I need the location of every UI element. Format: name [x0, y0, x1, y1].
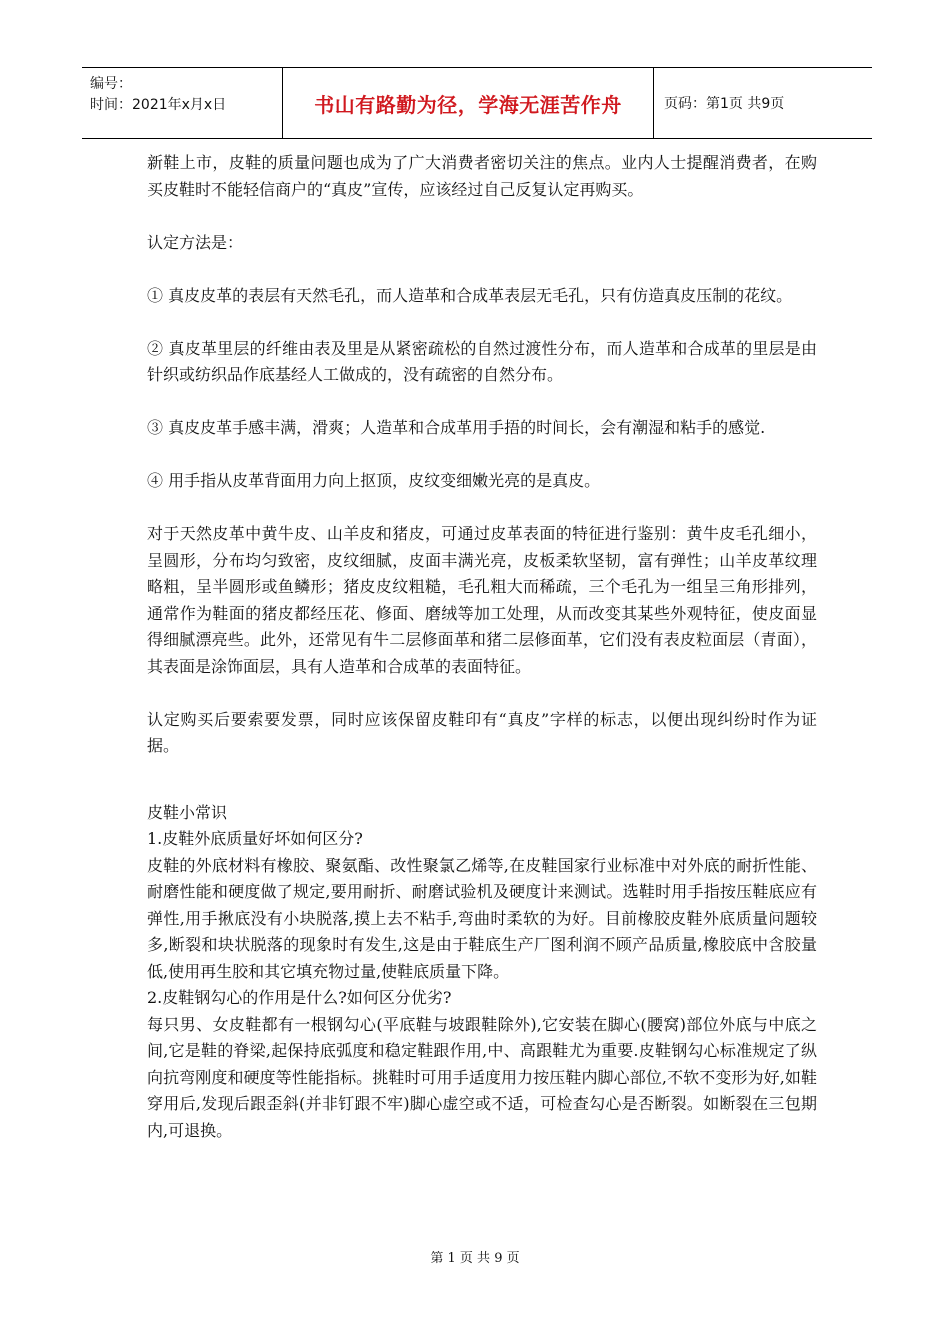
header-motto-cell — [283, 68, 654, 138]
document-body — [147, 150, 817, 1144]
page-header — [82, 67, 872, 139]
method-title: 认定方法是： — [147, 232, 244, 252]
method-item-3: ③ 真皮皮革手感丰满，滑爽；人造革和合成革用手捂的时间长，会有潮湿和粘手的感觉. — [147, 418, 766, 437]
document-time-label: 时间：2021年x月x日 — [90, 97, 227, 113]
question-1: 1.皮鞋外底质量好坏如何区分? — [147, 829, 363, 848]
document-number-label: 编号： — [90, 76, 132, 92]
header-meta — [82, 68, 283, 138]
page-footer: 第 1 页 共 9 页 — [430, 1251, 520, 1266]
header-motto: 书山有路勤为径，学海无涯苦作舟 — [314, 92, 622, 117]
method-item-4: ④ 用手指从皮革背面用力向上抠顶，皮纹变细嫩光亮的是真皮。 — [147, 471, 601, 490]
tips-title: 皮鞋小常识 — [147, 802, 228, 822]
question-2: 2.皮鞋钢勾心的作用是什么?如何区分优劣? — [147, 988, 452, 1007]
answer-2: 每只男、女皮鞋都有一根钢勾心(平底鞋与坡跟鞋除外),它安装在脚心(腰窝)部位外底与中底之间,它是鞋的脊梁,起保持底弧度和稳定鞋跟作用,中、高跟鞋尤为重要.皮鞋钢勾心标准规定了纵向抗弯刚度和硬度等性能指标。挑鞋时可用手适度用力按压鞋内脚心部位,不软不变形为好,如鞋穿用后,发现后跟歪斜(并非钉跟不牢)脚心虚空或不适，可检查勾心是否断裂。如断裂在三包期内,可退换。 — [147, 1014, 817, 1140]
method-item-1: ① 真皮皮革的表层有天然毛孔，而人造革和合成革表层无毛孔，只有仿造真皮压制的花纹。 — [147, 285, 793, 305]
natural-leather-paragraph: 对于天然皮革中黄牛皮、山羊皮和猪皮，可通过皮革表面的特征进行鉴别：黄牛皮毛孔细小，呈圆形，分布均匀致密，皮纹细腻，皮面丰满光亮，皮板柔软坚韧，富有弹性；山羊皮革纹理略粗，呈半圆形或鱼鳞形；猪皮皮纹粗糙，毛孔粗大而稀疏，三个毛孔为一组呈三角形排列，通常作为鞋面的猪皮都经压花、修面、磨绒等加工处理，从而改变其某些外观特征，使皮面显得细腻漂亮些。此外，还常见有牛二层修面革和猪二层修面革，它们没有表皮粒面层（青面），其表面是涂饰面层，具有人造革和合成革的表面特征。 — [147, 524, 817, 676]
method-item-2: ② 真皮革里层的纤维由表及里是从紧密疏松的自然过渡性分布，而人造革和合成革的里层是由针织或纺织品作底基经人工做成的，没有疏密的自然分布。 — [147, 338, 817, 384]
header-page-number: 页码：第1页 共9页 — [664, 96, 785, 112]
answer-1: 皮鞋的外底材料有橡胶、聚氨酯、改性聚氯乙烯等,在皮鞋国家行业标准中对外底的耐折性能、耐磨性能和硬度做了规定,要用耐折、耐磨试验机及硬度计来测试。选鞋时用手指按压鞋底应有弹性,用手揪底没有小块脱落,摸上去不粘手,弯曲时柔软的为好。目前橡胶皮鞋外底质量问题较多,断裂和块状脱落的现象时有发生,这是由于鞋底生产厂图利润不顾产品质量,橡胶底中含胶量低,使用再生胶和其它填充物过量,使鞋底质量下降。 — [147, 855, 817, 981]
intro-paragraph: 新鞋上市，皮鞋的质量问题也成为了广大消费者密切关注的焦点。业内人士提醒消费者，在购买皮鞋时不能轻信商户的“真皮”宣传，应该经过自己反复认定再购买。 — [147, 153, 817, 199]
invoice-paragraph: 认定购买后要索要发票，同时应该保留皮鞋印有“真皮”字样的标志，以便出现纠纷时作为证据。 — [147, 709, 817, 755]
